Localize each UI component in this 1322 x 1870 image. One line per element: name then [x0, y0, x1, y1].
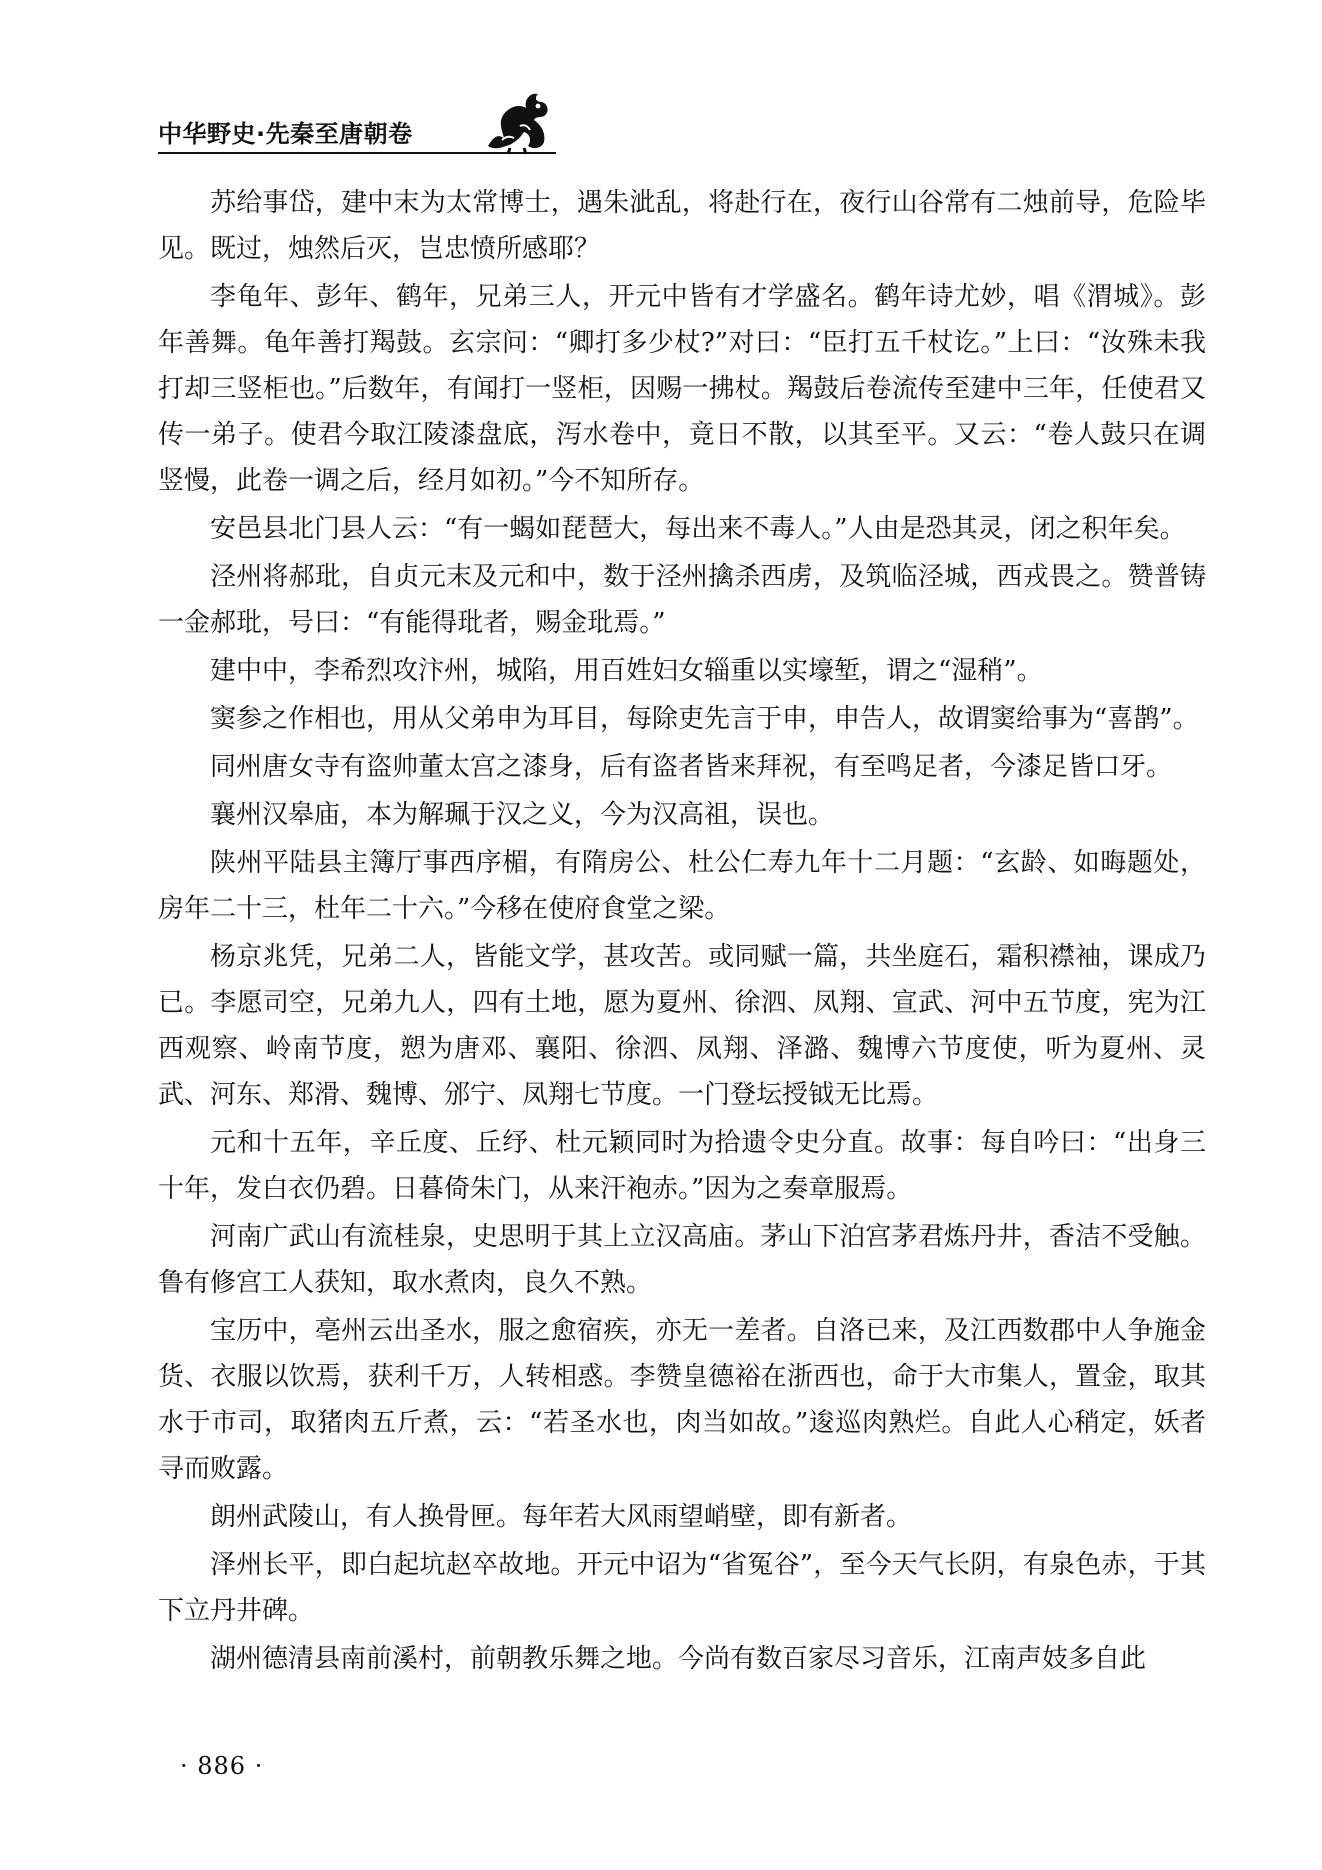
paragraph: 李龟年、彭年、鹤年，兄弟三人，开元中皆有才学盛名。鹤年诗尤妙，唱《渭城》。彭年善舞。龟年善打羯鼓。玄宗问：“卿打多少杖?”对曰：“臣打五千杖讫。”上曰：“汝殊未我打却三竖柜也。”后数年，有闻打一竖柜，因赐一拂杖。羯鼓后卷流传至建中三年，任使君又传一弟子。使君今取江陵漆盘底，泻水卷中，竟日不散，以其至平。又云：“卷人鼓只在调竖慢，此卷一调之后，经月如初。”今不知所存。	[158, 282, 1206, 496]
paragraph: 安邑县北门县人云：“有一蝎如琵琶大，每出来不毒人。”人由是恐其灵，闭之积年矣。	[210, 514, 1186, 544]
paragraph: 窦参之作相也，用从父弟申为耳目，每除吏先言于申，申告人，故谓窦给事为“喜鹊”。	[210, 704, 1199, 734]
page-number: · 886 ·	[180, 1752, 264, 1780]
running-title: 中华野史·先秦至唐朝卷	[158, 120, 413, 148]
paragraph: 泾州将郝玭，自贞元末及元和中，数于泾州擒杀西虏，及筑临泾城，西戎畏之。赞普铸一金郝玭，号曰：“有能得玭者，赐金玭焉。”	[158, 562, 1206, 638]
paragraph: 泽州长平，即白起坑赵卒故地。开元中诏为“省冤谷”，至今天气长阴，有泉色赤，于其下立丹井碑。	[158, 1550, 1206, 1626]
paragraph: 朗州武陵山，有人换骨匣。每年若大风雨望峭壁，即有新者。	[210, 1502, 913, 1532]
paragraph: 元和十五年，辛丘度、丘纾、杜元颖同时为拾遗令史分直。故事：每自吟曰：“出身三十年，发白衣仍碧。日暮倚朱门，从来汗袍赤。”因为之奏章服焉。	[158, 1128, 1206, 1204]
paragraph: 陕州平陆县主簿厅事西序楣，有隋房公、杜公仁寿九年十二月题：“玄龄、如晦题处，房年二十三，杜年二十六。”今移在使府食堂之梁。	[158, 848, 1206, 924]
paragraph: 宝历中，亳州云出圣水，服之愈宿疾，亦无一差者。自洛已来，及江西数郡中人争施金货、衣服以饮焉，获利千万，人转相惑。李赞皇德裕在浙西也，命于大市集人，置金，取其水于市司，取猪肉五斤煮，云：“若圣水也，肉当如故。”逡巡肉熟烂。自此人心稍定，妖者寻而败露。	[158, 1316, 1206, 1484]
dragon-emblem-icon	[480, 86, 558, 156]
body-text	[158, 180, 1206, 1684]
paragraph: 襄州汉皋庙，本为解珮于汉之义，今为汉高祖，误也。	[210, 800, 835, 830]
header-rule	[158, 152, 556, 154]
paragraph: 湖州德清县南前溪村，前朝教乐舞之地。今尚有数百家尽习音乐，江南声妓多自此	[210, 1644, 1147, 1674]
paragraph: 建中中，李希烈攻汴州，城陷，用百姓妇女辎重以实壕堑，谓之“湿稍”。	[210, 656, 1043, 686]
paragraph: 同州唐女寺有盗帅董太宫之漆身，后有盗者皆来拜祝，有至鸣足者，今漆足皆口牙。	[210, 752, 1173, 782]
running-header	[158, 86, 558, 156]
paragraph: 杨京兆凭，兄弟二人，皆能文学，甚攻苦。或同赋一篇，共坐庭石，霜积襟袖，课成乃已。李愿司空，兄弟九人，四有土地，愿为夏州、徐泗、凤翔、宣武、河中五节度，宪为江西观察、岭南节度，愬为唐邓、襄阳、徐泗、凤翔、泽潞、魏博六节度使，听为夏州、灵武、河东、郑滑、魏博、邠宁、凤翔七节度。一门登坛授钺无比焉。	[158, 942, 1206, 1110]
paragraph: 苏给事岱，建中末为太常博士，遇朱泚乱，将赴行在，夜行山谷常有二烛前导，危险毕见。既过，烛然后灭，岂忠愤所感耶？	[158, 188, 1206, 264]
paragraph: 河南广武山有流桂泉，史思明于其上立汉高庙。茅山下泊宫茅君炼丹井，香洁不受触。鲁有修宫工人获知，取水煮肉，良久不熟。	[158, 1222, 1206, 1298]
